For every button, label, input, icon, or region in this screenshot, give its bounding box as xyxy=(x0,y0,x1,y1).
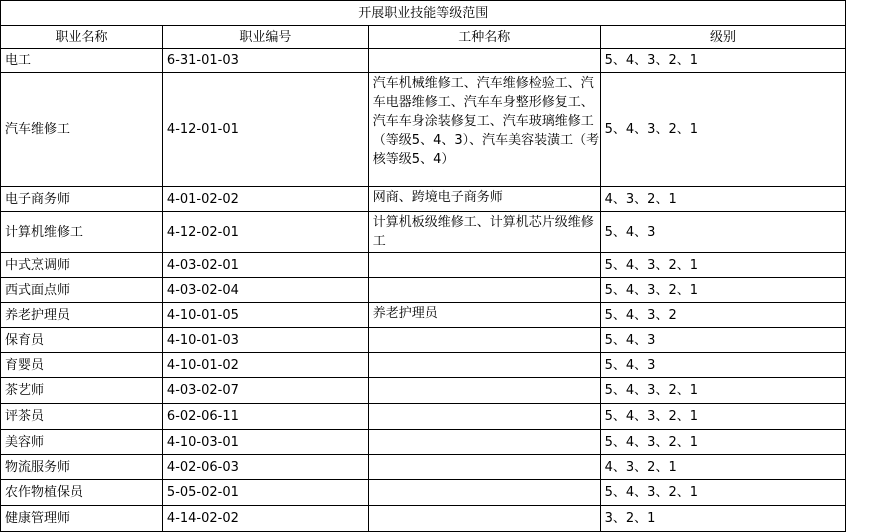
table-row xyxy=(1,187,870,212)
table-row xyxy=(1,480,870,506)
cell-trade[interactable]: 网商、跨境电子商务师 xyxy=(368,187,600,212)
cell-level[interactable]: 5、4、3、2、1 xyxy=(600,430,846,455)
title-row xyxy=(1,1,870,26)
empty-cell[interactable] xyxy=(846,253,870,278)
empty-cell[interactable] xyxy=(846,455,870,480)
cell-trade[interactable] xyxy=(368,455,600,480)
cell-occupation[interactable]: 农作物植保员 xyxy=(1,480,163,506)
cell-trade[interactable] xyxy=(368,353,600,378)
cell-level[interactable]: 3、2、1 xyxy=(600,506,846,532)
empty-cell[interactable] xyxy=(846,187,870,212)
cell-level[interactable]: 5、4、3、2、1 xyxy=(600,73,846,187)
cell-code[interactable]: 4-12-02-01 xyxy=(162,212,368,253)
table-row xyxy=(1,328,870,353)
cell-occupation[interactable]: 健康管理师 xyxy=(1,506,163,532)
table-row xyxy=(1,378,870,404)
cell-occupation[interactable]: 物流服务师 xyxy=(1,455,163,480)
cell-occupation[interactable]: 中式烹调师 xyxy=(1,253,163,278)
empty-cell[interactable] xyxy=(846,353,870,378)
cell-occupation[interactable]: 育婴员 xyxy=(1,353,163,378)
cell-trade[interactable] xyxy=(368,404,600,430)
cell-code[interactable]: 4-10-03-01 xyxy=(162,430,368,455)
cell-code[interactable]: 4-10-01-03 xyxy=(162,328,368,353)
cell-code[interactable]: 4-03-02-04 xyxy=(162,278,368,303)
cell-trade[interactable] xyxy=(368,278,600,303)
cell-trade[interactable] xyxy=(368,480,600,506)
cell-trade[interactable]: 汽车机械维修工、汽车维修检验工、汽车电器维修工、汽车车身整形修复工、汽车车身涂装修复工、汽车玻璃维修工（等级5、4、3）、汽车美容装潢工（考核等级5、4） xyxy=(368,73,600,187)
table-title[interactable]: 开展职业技能等级范围 xyxy=(1,1,846,26)
cell-level[interactable]: 5、4、3 xyxy=(600,353,846,378)
empty-cell[interactable] xyxy=(846,378,870,404)
empty-cell[interactable] xyxy=(846,1,870,26)
empty-cell[interactable] xyxy=(846,430,870,455)
cell-code[interactable]: 4-10-01-05 xyxy=(162,303,368,328)
cell-code[interactable]: 6-02-06-11 xyxy=(162,404,368,430)
cell-occupation[interactable]: 茶艺师 xyxy=(1,378,163,404)
cell-code[interactable]: 4-03-02-01 xyxy=(162,253,368,278)
empty-cell[interactable] xyxy=(846,278,870,303)
cell-trade[interactable] xyxy=(368,506,600,532)
cell-level[interactable]: 5、4、3、2、1 xyxy=(600,49,846,73)
table-row xyxy=(1,73,870,187)
cell-code[interactable]: 4-01-02-02 xyxy=(162,187,368,212)
cell-code[interactable]: 4-12-01-01 xyxy=(162,73,368,187)
cell-occupation[interactable]: 保育员 xyxy=(1,328,163,353)
table-row xyxy=(1,49,870,73)
header-row xyxy=(1,26,870,49)
cell-trade[interactable] xyxy=(368,253,600,278)
empty-cell[interactable] xyxy=(846,506,870,532)
cell-trade[interactable]: 养老护理员 xyxy=(368,303,600,328)
cell-occupation[interactable]: 汽车维修工 xyxy=(1,73,163,187)
table-row xyxy=(1,212,870,253)
table-row xyxy=(1,353,870,378)
cell-occupation[interactable]: 西式面点师 xyxy=(1,278,163,303)
cell-level[interactable]: 5、4、3、2、1 xyxy=(600,253,846,278)
cell-code[interactable]: 4-02-06-03 xyxy=(162,455,368,480)
empty-cell[interactable] xyxy=(846,212,870,253)
table-row xyxy=(1,253,870,278)
cell-level[interactable]: 4、3、2、1 xyxy=(600,187,846,212)
cell-occupation[interactable]: 评茶员 xyxy=(1,404,163,430)
table-row xyxy=(1,404,870,430)
cell-occupation[interactable]: 美容师 xyxy=(1,430,163,455)
header-code[interactable]: 职业编号 xyxy=(162,26,368,49)
cell-trade[interactable]: 计算机板级维修工、计算机芯片级维修工 xyxy=(368,212,600,253)
cell-level[interactable]: 5、4、3 xyxy=(600,328,846,353)
table-row xyxy=(1,303,870,328)
header-trade[interactable]: 工种名称 xyxy=(368,26,600,49)
cell-level[interactable]: 5、4、3 xyxy=(600,212,846,253)
cell-level[interactable]: 5、4、3、2、1 xyxy=(600,480,846,506)
cell-code[interactable]: 4-10-01-02 xyxy=(162,353,368,378)
empty-cell[interactable] xyxy=(846,480,870,506)
table-row xyxy=(1,430,870,455)
cell-level[interactable]: 5、4、3、2、1 xyxy=(600,378,846,404)
header-level[interactable]: 级别 xyxy=(600,26,846,49)
cell-code[interactable]: 5-05-02-01 xyxy=(162,480,368,506)
cell-level[interactable]: 5、4、3、2、1 xyxy=(600,404,846,430)
cell-occupation[interactable]: 电子商务师 xyxy=(1,187,163,212)
table-row xyxy=(1,455,870,480)
cell-trade[interactable] xyxy=(368,378,600,404)
empty-cell[interactable] xyxy=(846,303,870,328)
table-row xyxy=(1,506,870,532)
cell-level[interactable]: 5、4、3、2、1 xyxy=(600,278,846,303)
cell-occupation[interactable]: 电工 xyxy=(1,49,163,73)
cell-occupation[interactable]: 养老护理员 xyxy=(1,303,163,328)
cell-trade[interactable] xyxy=(368,49,600,73)
table-row xyxy=(1,278,870,303)
cell-level[interactable]: 4、3、2、1 xyxy=(600,455,846,480)
empty-cell[interactable] xyxy=(846,328,870,353)
cell-occupation[interactable]: 计算机维修工 xyxy=(1,212,163,253)
empty-cell[interactable] xyxy=(846,73,870,187)
cell-code[interactable]: 4-14-02-02 xyxy=(162,506,368,532)
cell-code[interactable]: 4-03-02-07 xyxy=(162,378,368,404)
empty-cell[interactable] xyxy=(846,49,870,73)
cell-code[interactable]: 6-31-01-03 xyxy=(162,49,368,73)
empty-cell[interactable] xyxy=(846,26,870,49)
header-occupation[interactable]: 职业名称 xyxy=(1,26,163,49)
cell-trade[interactable] xyxy=(368,328,600,353)
empty-cell[interactable] xyxy=(846,404,870,430)
cell-trade[interactable] xyxy=(368,430,600,455)
cell-level[interactable]: 5、4、3、2 xyxy=(600,303,846,328)
